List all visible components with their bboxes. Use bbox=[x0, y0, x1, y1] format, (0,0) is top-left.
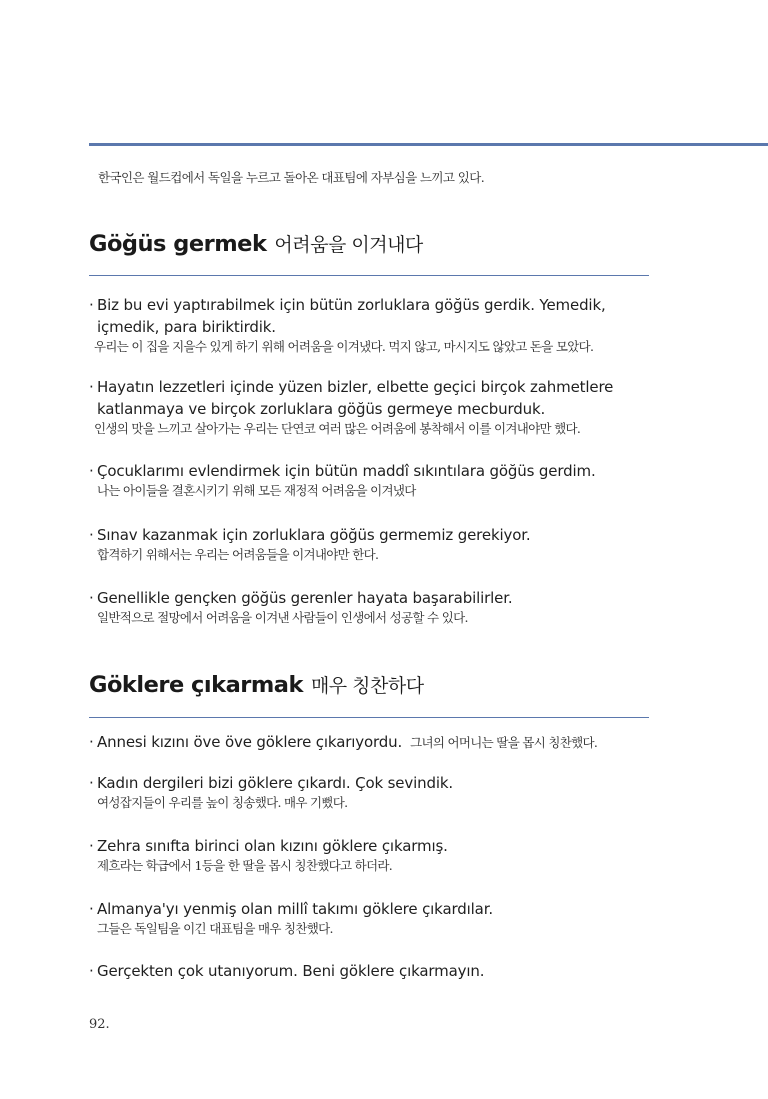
korean-translation: 제흐라는 학급에서 1등을 한 딸을 몹시 칭찬했다고 하더라. bbox=[97, 858, 393, 873]
turkish-sentence: · Biz bu evi yaptırabilmek için bütün zorluklara göğüs gerdik. Yemedik, içmedik, para biriktirdik. bbox=[89, 296, 606, 336]
turkish-sentence: · Genellikle gençken göğüs gerenler hayata başarabilirler. bbox=[89, 589, 513, 607]
top-rule bbox=[89, 143, 768, 146]
list-item bbox=[89, 376, 649, 438]
korean-translation: 그들은 독일팀을 이긴 대표팀을 매우 칭찬했다. bbox=[97, 921, 333, 936]
korean-translation: 일반적으로 절망에서 어려움을 이겨낸 사람들이 인생에서 성공할 수 있다. bbox=[97, 610, 468, 625]
list-item bbox=[89, 835, 649, 875]
list-item bbox=[89, 524, 649, 564]
list-item bbox=[89, 772, 649, 812]
turkish-sentence: · Kadın dergileri bizi göklere çıkardı. Çok sevindik. bbox=[89, 774, 454, 792]
list-item bbox=[89, 460, 649, 500]
korean-translation: 합격하기 위해서는 우리는 어려움들을 이겨내야만 한다. bbox=[97, 547, 379, 562]
page-number: 92. bbox=[89, 1017, 110, 1032]
korean-translation: 그녀의 어머니는 딸을 몹시 칭찬했다. bbox=[410, 735, 598, 750]
list-item bbox=[89, 294, 649, 356]
list-item bbox=[89, 731, 649, 754]
korean-translation: 여성잡지들이 우리를 높이 칭송했다. 매우 기뻤다. bbox=[97, 795, 348, 810]
idiom-meaning: 어려움을 이겨내다 bbox=[274, 234, 423, 256]
list-item bbox=[89, 898, 649, 938]
turkish-sentence: · Hayatın lezzetleri içinde yüzen bizler, elbette geçici birçok zahmetlere katlanmaya ve birçok zorluklara göğüs germeye mecburduk. bbox=[89, 378, 614, 418]
turkish-sentence: · Gerçekten çok utanıyorum. Beni göklere çıkarmayın. bbox=[89, 962, 485, 980]
idiom-turkish: Göklere çıkarmak bbox=[89, 672, 303, 698]
turkish-sentence: · Almanya'yı yenmiş olan millî takımı göklere çıkardılar. bbox=[89, 900, 493, 918]
section-goklere-cikarmak bbox=[89, 671, 649, 980]
list-item bbox=[89, 587, 649, 627]
korean-translation: 나는 아이들을 결혼시키기 위해 모든 재정적 어려움을 이겨냈다 bbox=[97, 483, 416, 498]
idiom-heading bbox=[89, 230, 423, 257]
intro-sentence: 한국인은 월드컵에서 독일을 누르고 돌아온 대표팀에 자부심을 느끼고 있다. bbox=[98, 170, 485, 185]
idiom-turkish: Göğüs germek bbox=[89, 231, 267, 257]
idiom-meaning: 매우 칭찬하다 bbox=[310, 675, 424, 697]
turkish-sentence: · Sınav kazanmak için zorluklara göğüs germemiz gerekiyor. bbox=[89, 526, 531, 544]
section-header bbox=[89, 671, 649, 718]
section-header bbox=[89, 230, 649, 276]
turkish-sentence: · Zehra sınıfta birinci olan kızını göklere çıkarmış. bbox=[89, 837, 448, 855]
idiom-heading bbox=[89, 671, 424, 698]
korean-translation: 인생의 맛을 느끼고 살아가는 우리는 단연코 여러 많은 어려움에 봉착해서 이를 이겨내야만 했다. bbox=[94, 421, 581, 436]
section-gogus-germek bbox=[89, 230, 649, 625]
list-item bbox=[89, 960, 649, 982]
turkish-sentence: · Çocuklarımı evlendirmek için bütün maddî sıkıntılara göğüs gerdim. bbox=[89, 462, 596, 480]
turkish-sentence: · Annesi kızını öve öve göklere çıkarıyordu. 그녀의 어머니는 딸을 몹시 칭찬했다. bbox=[89, 733, 598, 751]
korean-translation: 우리는 이 집을 지을수 있게 하기 위해 어려움을 이겨냈다. 먹지 않고, 마시지도 않았고 돈을 모았다. bbox=[94, 339, 594, 354]
